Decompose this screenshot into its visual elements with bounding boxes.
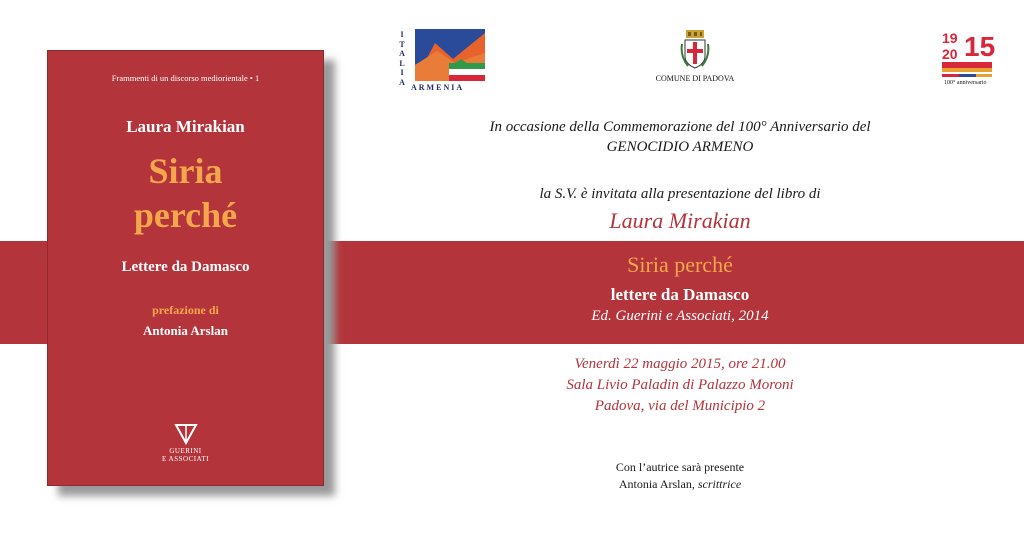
intro-line-2: GENOCIDIO ARMENO (606, 139, 754, 155)
invited-line: la S.V. è invitata alla presentazione del libro di (539, 186, 821, 202)
presence-line-2 (380, 477, 980, 492)
book-preface-author: Antonia Arslan (143, 323, 228, 338)
svg-text:19: 19 (942, 30, 958, 46)
publisher-logo-icon (174, 423, 198, 445)
book-subtitle: Lettere da Damasco (121, 259, 250, 275)
armenia-horizontal-label: ARMENIA (411, 83, 465, 92)
padova-coat-of-arms-icon (680, 30, 710, 70)
book-publisher-line2: E ASSOCIATI (162, 455, 209, 463)
invitation-author: Laura Mirakian (609, 208, 751, 233)
event-date-time: Venerdì 22 maggio 2015, ore 21.00 (574, 356, 786, 372)
italia-vertical-label: I T A L I A (399, 30, 405, 87)
book-title (48, 149, 323, 237)
book-preface-label: prefazione di (152, 303, 219, 317)
invitation-book-title: Siria perché (627, 252, 733, 277)
italia-armenia-flag-icon (415, 29, 485, 81)
book-author: Laura Mirakian (126, 117, 245, 136)
book-title-line2: perché (133, 195, 238, 235)
invitation-book-publisher: Ed. Guerini e Associati, 2014 (591, 308, 769, 324)
event-address: Padova, via del Municipio 2 (594, 398, 766, 414)
book-publisher-line1: GUERINI (169, 447, 202, 455)
centenary-1915-2015-icon (940, 28, 996, 80)
centenary-caption: 100° anniversario (944, 80, 987, 86)
invitation-book-subtitle: lettere da Damasco (610, 285, 750, 304)
centenary-logo (940, 28, 996, 90)
padova-label: COMUNE DI PADOVA (655, 74, 735, 83)
event-venue: Sala Livio Paladin di Palazzo Moroni (566, 377, 794, 393)
italia-armenia-logo (397, 28, 489, 94)
presence-line-1: Con l’autrice sarà presente (615, 460, 745, 474)
padova-logo (640, 30, 750, 90)
svg-text:20: 20 (942, 46, 958, 62)
svg-text:15: 15 (964, 31, 996, 62)
book-publisher (48, 447, 323, 463)
presence-name: Antonia Arslan, (618, 477, 695, 491)
intro-line-1: In occasione della Commemorazione del 100° Anniversario del (489, 119, 871, 135)
book-series: Frammenti di un discorso mediorientale • 1 (111, 73, 260, 83)
book-title-line1: Siria (148, 151, 223, 191)
presence-role: scrittrice (697, 477, 742, 491)
book-cover (47, 50, 324, 486)
